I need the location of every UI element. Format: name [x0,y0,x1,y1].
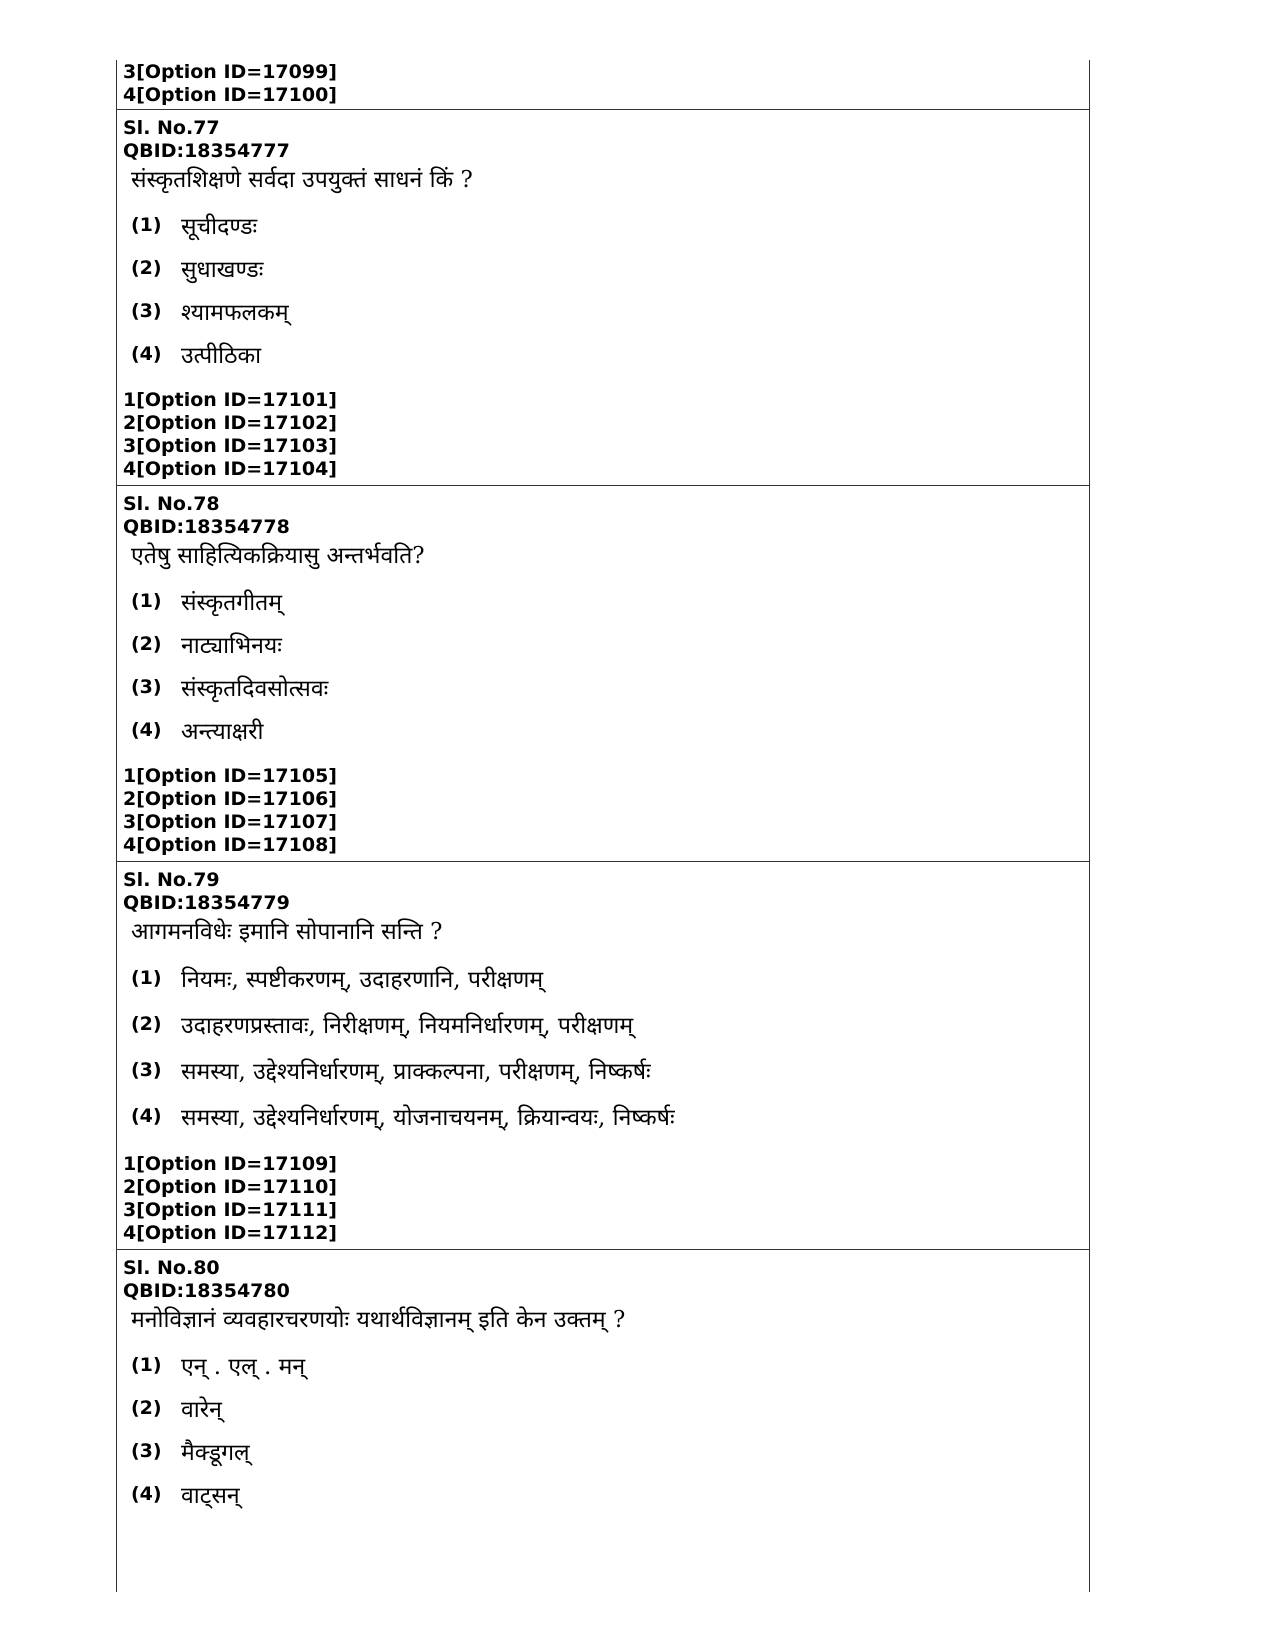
option-number: (4) [131,718,162,741]
option-id: 3[Option ID=17099] [123,61,337,83]
option-number: (3) [131,1439,162,1462]
option-text: वाट्सन् [181,1482,240,1509]
qbid: QBID:18354778 [123,516,290,538]
option-text: मैक्डूगल् [181,1439,250,1466]
option-text: संस्कृतगीतम् [181,589,283,616]
option-2 [117,1001,1089,1047]
option-id: 1[Option ID=17105] [123,765,337,787]
option-3 [117,1429,1089,1472]
serial-number: Sl. No.80 [123,1257,220,1279]
option-id: 3[Option ID=17111] [123,1199,337,1221]
option-text: सूचीदण्डः [181,213,258,240]
option-id: 1[Option ID=17101] [123,389,337,411]
serial-number: Sl. No.78 [123,493,220,515]
option-id: 4[Option ID=17100] [123,84,337,106]
option-id: 2[Option ID=17106] [123,788,337,810]
option-number: (2) [131,1013,162,1035]
option-4 [117,332,1089,375]
question-text: आगमनविधेः इमानि सोपानानि सन्ति ? [131,919,443,945]
option-number: (3) [131,1059,162,1081]
option-id-list [117,765,1089,857]
option-text: नियमः, स्पष्टीकरणम्, उदाहरणानि, परीक्षणम् [181,967,544,993]
option-number: (4) [131,342,162,365]
option-number: (3) [131,675,162,698]
question-text: संस्कृतशिक्षणे सर्वदा उपयुक्तं साधनं किं ? [131,167,473,193]
option-4 [117,1472,1089,1515]
option-3 [117,1047,1089,1093]
question-text: एतेषु साहित्यिकक्रियासु अन्तर्भवति? [131,543,425,569]
option-id: 4[Option ID=17104] [123,458,337,480]
option-id: 1[Option ID=17109] [123,1153,337,1175]
option-id: 3[Option ID=17103] [123,435,337,457]
qbid: QBID:18354780 [123,1280,290,1302]
option-id-list [117,1153,1089,1245]
option-number: (2) [131,1396,162,1419]
option-text: उदाहरणप्रस्तावः, निरीक्षणम्, नियमनिर्धारणम्, परीक्षणम् [181,1013,634,1039]
option-id: 2[Option ID=17110] [123,1176,337,1198]
option-id: 2[Option ID=17102] [123,412,337,434]
question-text: मनोविज्ञानं व्यवहारचरणयोः यथार्थविज्ञानम् इति केन उक्तम् ? [131,1307,626,1333]
option-number: (2) [131,256,162,279]
option-number: (1) [131,213,162,236]
option-3 [117,289,1089,332]
option-id: 4[Option ID=17112] [123,1222,337,1244]
option-number: (1) [131,967,162,989]
option-text: समस्या, उद्देश्यनिर्धारणम्, योजनाचयनम्, क्रियान्वयः, निष्कर्षः [181,1105,675,1131]
option-id: 4[Option ID=17108] [123,834,337,856]
option-number: (4) [131,1105,162,1127]
option-number: (1) [131,589,162,612]
option-1 [117,1343,1089,1386]
option-text: समस्या, उद्देश्यनिर्धारणम्, प्राक्कल्पना, परीक्षणम्, निष्कर्षः [181,1059,651,1085]
option-text: संस्कृतदिवसोत्सवः [181,675,329,702]
option-2 [117,1386,1089,1429]
option-3 [117,665,1089,708]
option-1 [117,579,1089,622]
option-text: श्यामफलकम् [181,299,289,326]
option-text: सुधाखण्डः [181,256,264,283]
option-text: वारेन् [181,1396,222,1423]
qbid: QBID:18354779 [123,892,290,914]
option-text: नाट्याभिनयः [181,632,282,659]
option-4 [117,1093,1089,1139]
option-1 [117,955,1089,1001]
option-4 [117,708,1089,751]
option-number: (4) [131,1482,162,1505]
option-text: एन् . एल् . मन् [181,1353,306,1380]
option-text: उत्पीठिका [181,342,262,369]
previous-question-tail [117,60,1089,109]
serial-number: Sl. No.77 [123,117,220,139]
option-1 [117,203,1089,246]
option-text: अन्त्याक्षरी [181,718,264,745]
qbid: QBID:18354777 [123,140,290,162]
option-id: 3[Option ID=17107] [123,811,337,833]
question-block-77 [117,109,1089,485]
option-number: (2) [131,632,162,655]
option-number: (1) [131,1353,162,1376]
serial-number: Sl. No.79 [123,869,220,891]
option-2 [117,622,1089,665]
question-block-80 [117,1249,1089,1519]
question-block-78 [117,485,1089,861]
option-id-list [117,389,1089,481]
option-number: (3) [131,299,162,322]
question-paper-page [116,60,1090,1592]
question-block-79 [117,861,1089,1249]
option-2 [117,246,1089,289]
